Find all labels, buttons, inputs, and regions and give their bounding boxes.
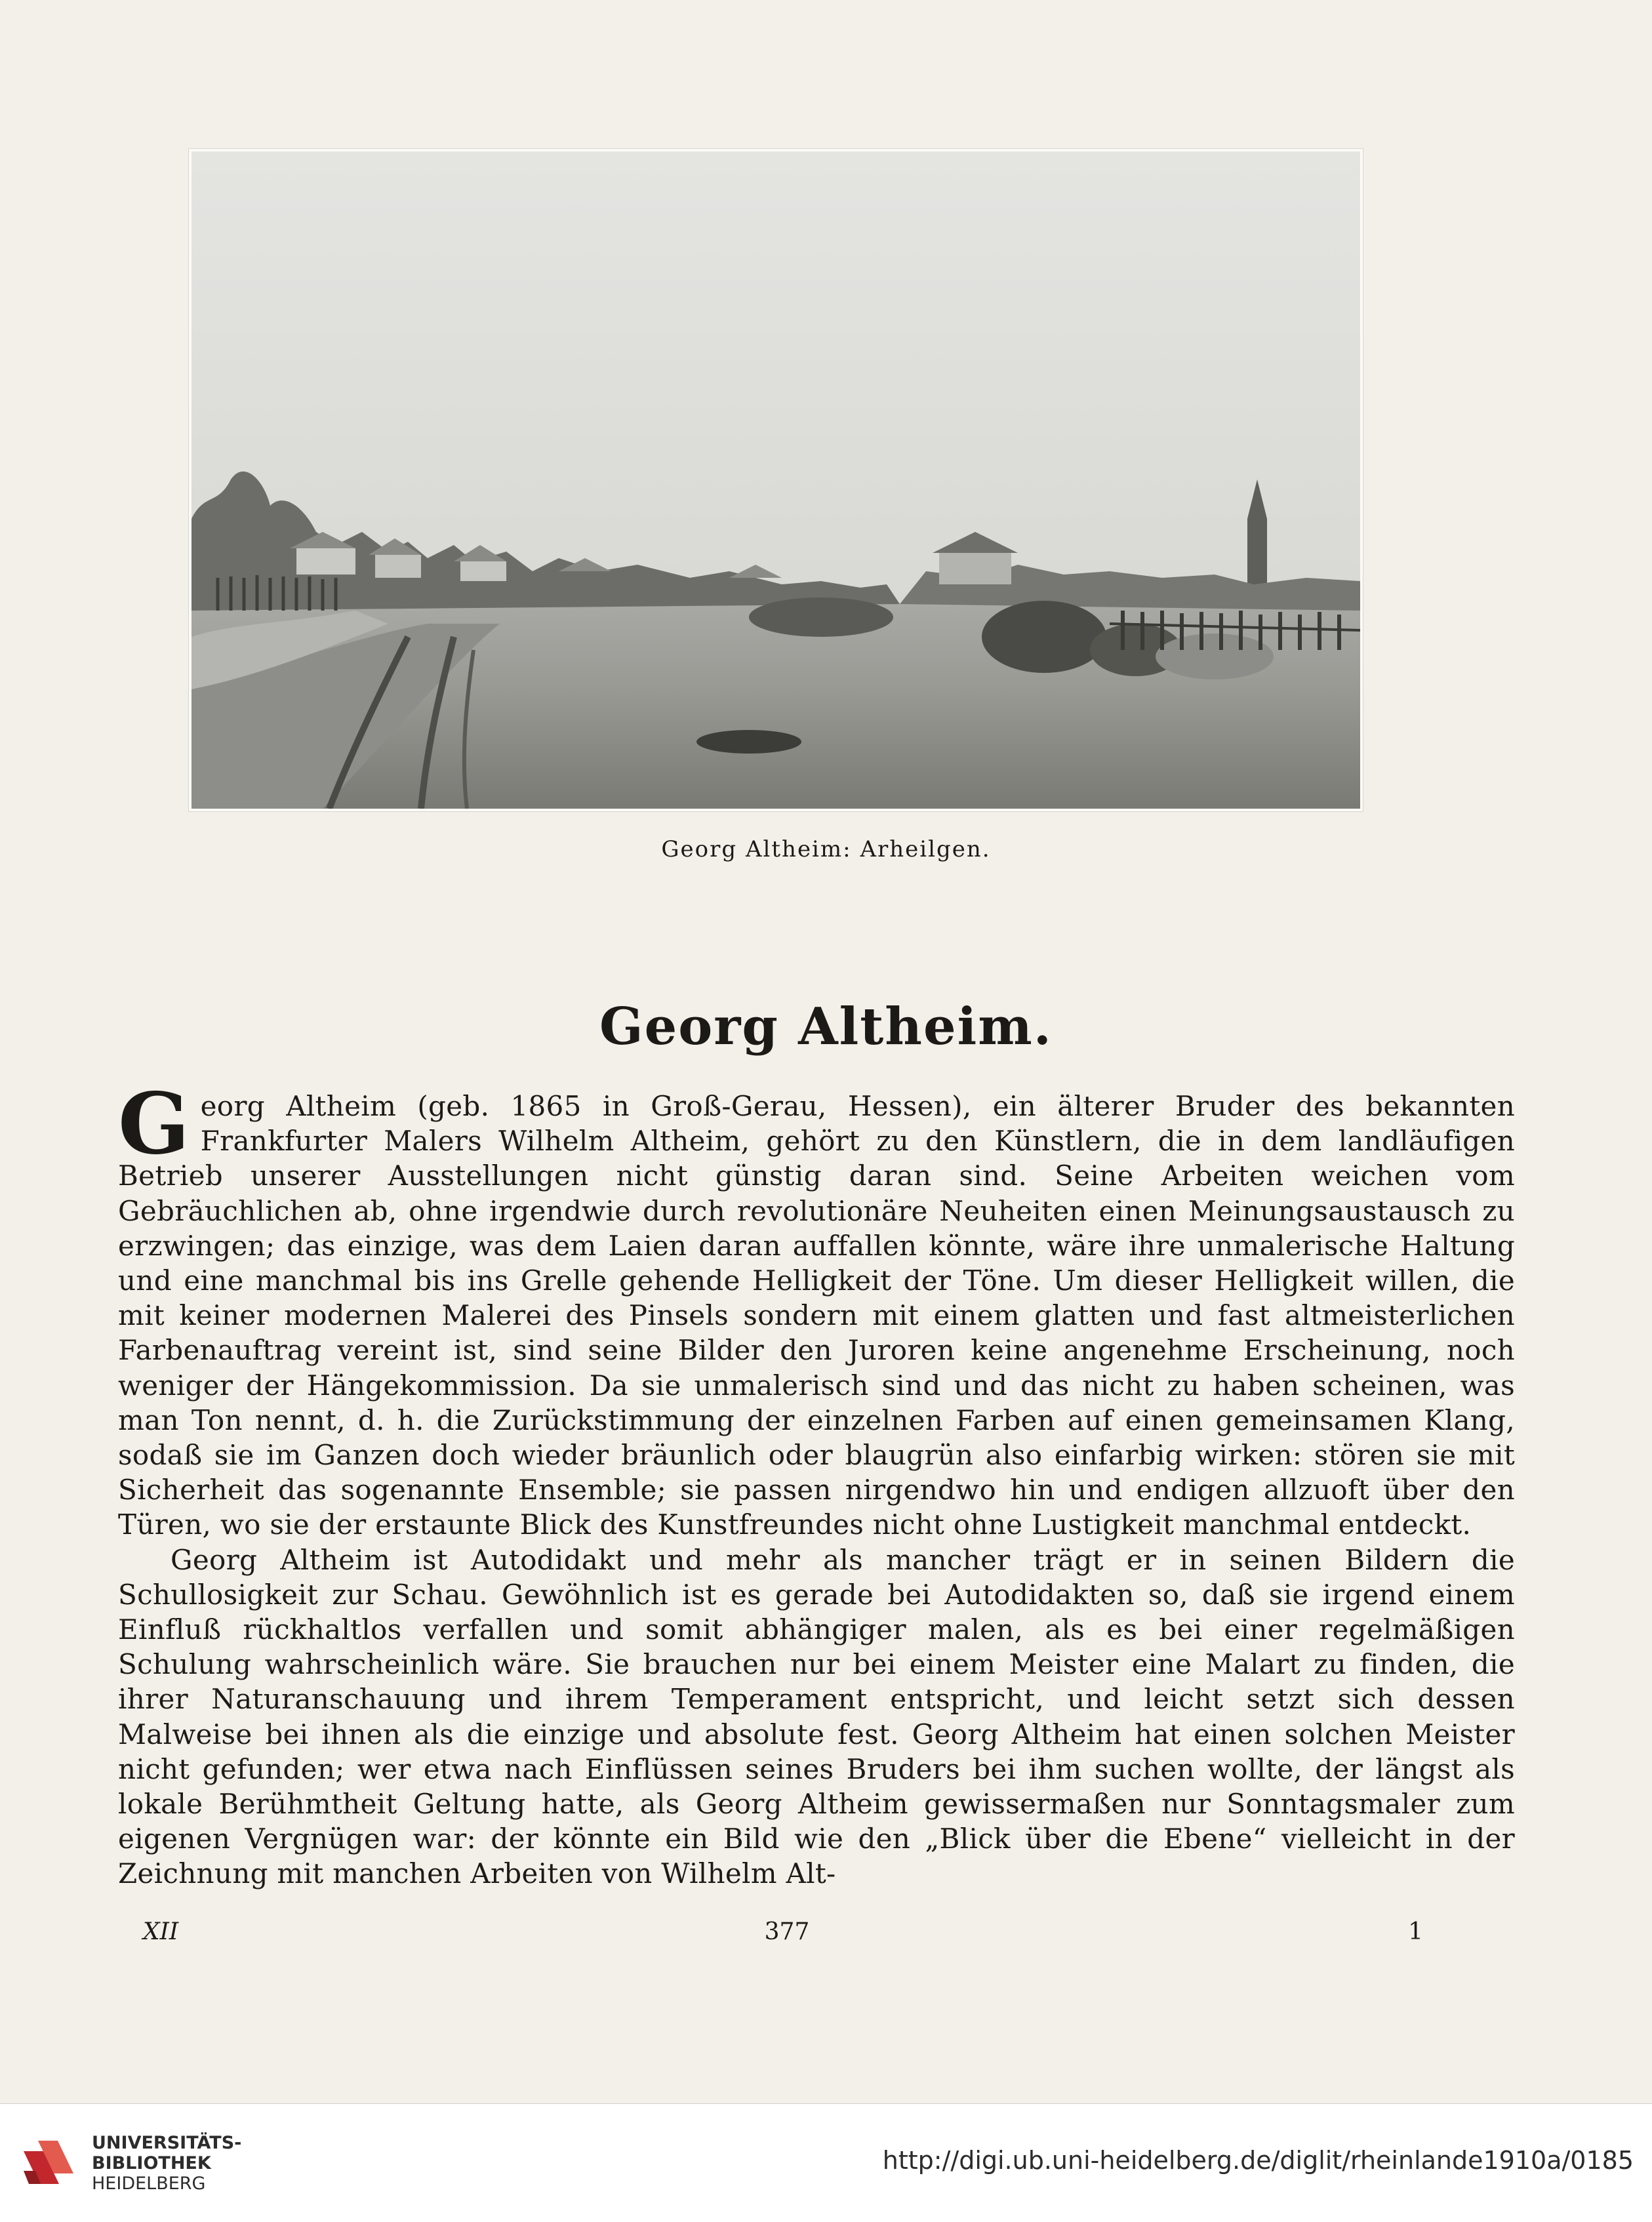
illustration-plate [188, 148, 1363, 812]
paragraph-1 [118, 1075, 1515, 1543]
library-name-line-3: HEIDELBERG [92, 2173, 206, 2194]
paragraph-1-text: eorg Altheim (geb. 1865 in Groß-Gerau, Hessen), ein älterer Bruder des bekannten Frankfurter Malers Wilhelm Altheim, gehört zu den Künstlern, die in dem landläufigen Betrieb unserer Ausstellungen nicht günstig daran sind. Seine Arbeiten weichen vom Gebräuchlichen ab, ohne irgendwie durch revolutionäre Neuheiten einen Meinungsaustausch zu erzwingen; das einzige, was dem Laien daran auffallen könnte, wäre ihre unmalerische Haltung und eine manchmal bis ins Grelle gehende Helligkeit der Töne. Um dieser Helligkeit willen, die mit keiner modernen Malerei des Pinsels sondern mit einem glatten und fast altmeisterlichen Farbenauftrag vereint ist, sind seine Bilder den Juroren keine angenehme Erscheinung, noch weniger der Hängekommission. Da sie unmalerisch sind und das nicht zu haben scheinen, was man Ton nennt, d. h. die Zurückstimmung der einzelnen Farben auf einen gemeinsamen Klang, sodaß sie im Ganzen doch wieder bräunlich oder blaugrün also einfarbig wirken: stören sie mit Sicherheit das sogenannte Ensemble; sie passen nirgendwo hin und endigen allzuoft über den Türen, wo sie der erstaunte Blick des Kunstfreundes nicht ohne Lustigkeit manchmal entdeckt. [118, 1090, 1515, 1541]
library-logo-icon [17, 2131, 80, 2194]
library-name-line-2: BIBLIOTHEK [92, 2153, 211, 2173]
page-number: 377 [764, 1918, 810, 1945]
drop-cap: G [118, 1075, 190, 1173]
landscape-illustration [191, 152, 1360, 809]
signature-mark: XII [143, 1918, 179, 1945]
library-name [92, 2133, 241, 2194]
library-footer [0, 2103, 1652, 2222]
article-body [118, 1075, 1515, 1891]
article-title: Georg Altheim. [599, 997, 1053, 1057]
paragraph-2: Georg Altheim ist Autodidakt und mehr als mancher trägt er in seinen Bildern die Schullosigkeit zur Schau. Gewöhnlich ist es gerade bei Autodidakten so, daß sie irgend einem Einfluß rückhaltlos verfallen und somit abhängiger malen, als es bei einer regelmäßigen Schulung wahrscheinlich wäre. Sie brauchen nur bei einem Meister eine Malart zu finden, die ihrer Naturanschauung und ihrem Temperament entspricht, und leicht setzt sich dessen Malweise bei ihnen als die einzige und absolute fest. Georg Altheim hat einen solchen Meister nicht gefunden; wer etwa nach Einflüssen seines Bruders bei ihm suchen wollte, der längst als lokale Berühmtheit Geltung hatte, als Georg Altheim gewissermaßen nur Sonntagsmaler zum eigenen Vergnügen war: der könnte ein Bild wie den „Blick über die Ebene“ vielleicht in der Zeichnung mit manchen Arbeiten von Wilhelm Alt- [118, 1543, 1515, 1890]
library-name-line-1: UNIVERSITÄTS- [92, 2133, 242, 2153]
plate-caption: Georg Altheim: Arheilgen. [661, 836, 991, 862]
sheet-number: 1 [1408, 1918, 1423, 1945]
permalink-url[interactable]: http://digi.ub.uni-heidelberg.de/diglit/rheinlande1910a/0185 [882, 2146, 1634, 2175]
